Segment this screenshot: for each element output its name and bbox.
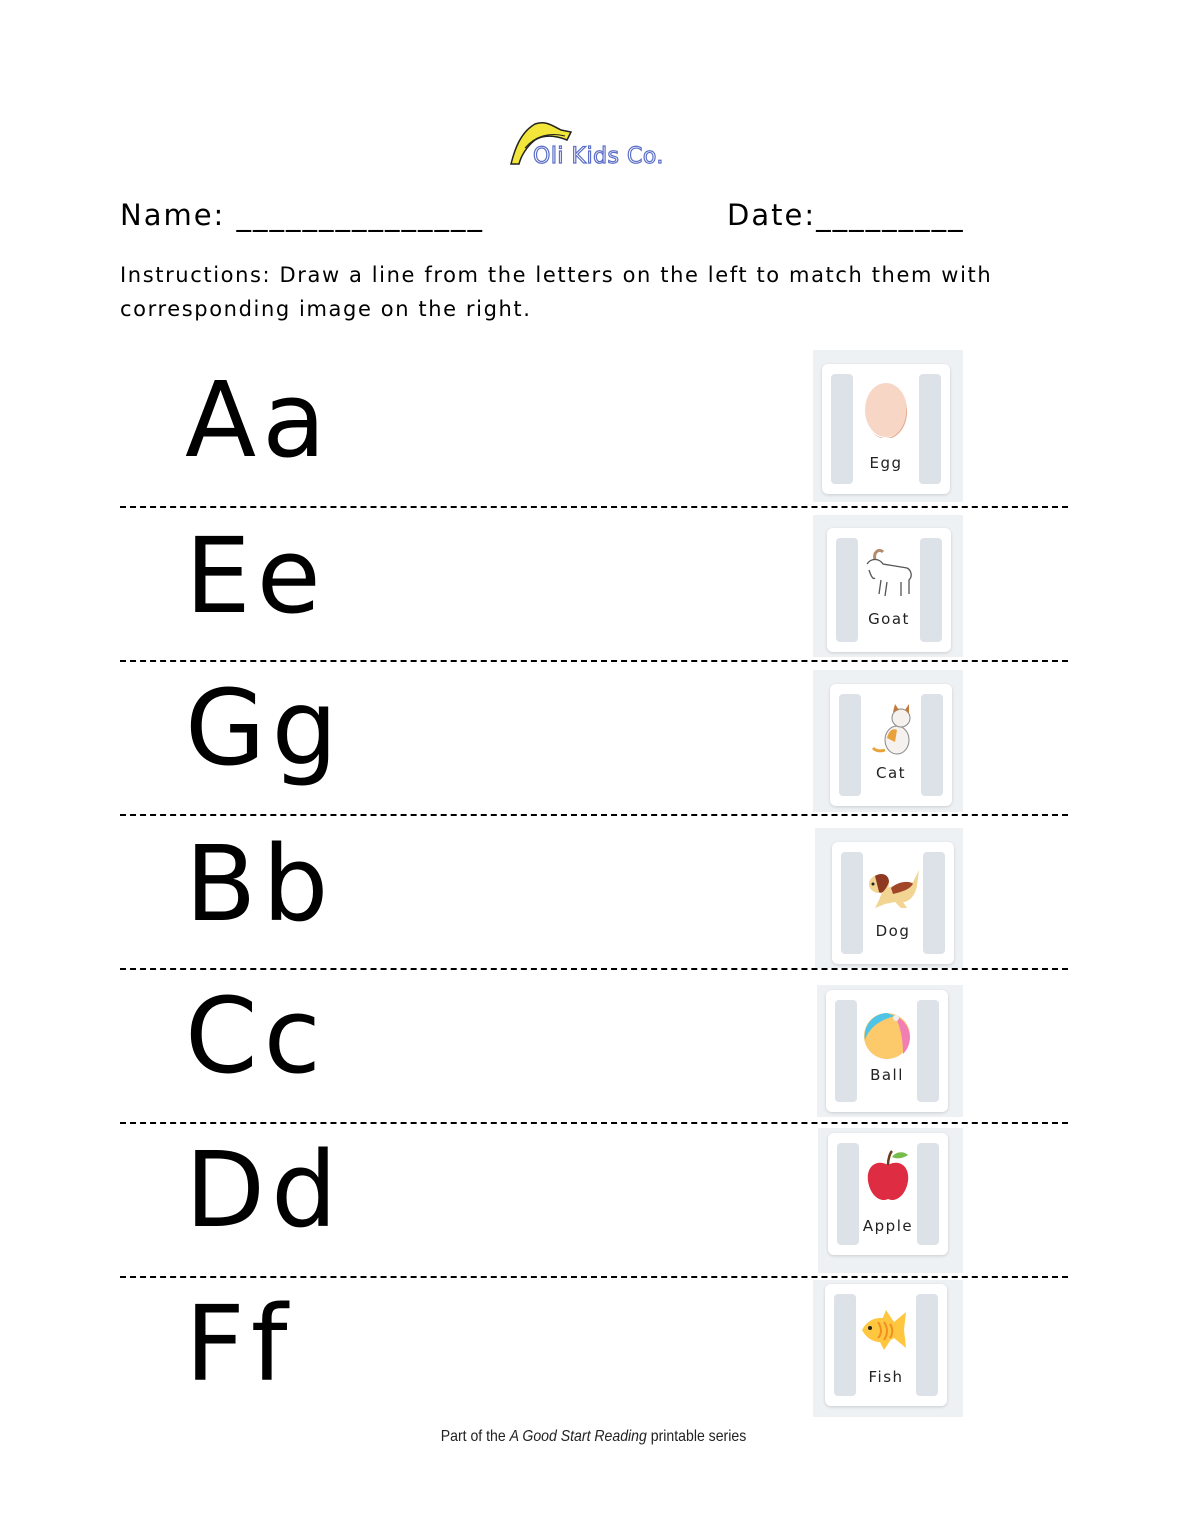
picture-card bbox=[830, 684, 952, 806]
goat-icon bbox=[861, 542, 917, 602]
fish-icon bbox=[858, 1298, 914, 1358]
picture-label: Apple bbox=[862, 1217, 914, 1235]
footer-prefix: Part of the bbox=[440, 1428, 510, 1445]
row-divider bbox=[120, 1122, 1068, 1124]
picture-label: Egg bbox=[869, 454, 903, 472]
brand-logo bbox=[505, 118, 685, 178]
letter-pair: Bb bbox=[185, 823, 335, 945]
ball-icon bbox=[859, 1004, 915, 1064]
picture-label: Dog bbox=[875, 922, 911, 940]
cat-icon bbox=[863, 698, 919, 758]
letter-pair: Aa bbox=[185, 359, 332, 481]
picture-label: Goat bbox=[868, 610, 910, 628]
letter-pair: Ff bbox=[185, 1283, 294, 1405]
footer-series-title: A Good Start Reading bbox=[509, 1428, 647, 1445]
row-divider bbox=[120, 814, 1068, 816]
row-divider bbox=[120, 1276, 1068, 1278]
picture-label: Cat bbox=[875, 764, 907, 782]
row-divider bbox=[120, 968, 1068, 970]
picture-label: Fish bbox=[868, 1368, 904, 1386]
date-field-label: Date:_________ bbox=[727, 198, 965, 232]
letter-pair: Dd bbox=[185, 1129, 344, 1251]
picture-card bbox=[832, 842, 954, 964]
picture-label: Ball bbox=[870, 1066, 904, 1084]
brand-name: Oli Kids Co. bbox=[533, 144, 664, 169]
row-divider bbox=[120, 660, 1068, 662]
row-divider bbox=[120, 506, 1068, 508]
apple-icon bbox=[860, 1147, 916, 1207]
picture-card bbox=[825, 1284, 947, 1406]
picture-card bbox=[826, 990, 948, 1112]
instructions-text: Instructions: Draw a line from the letters on the left to match them with corresponding image on the right. bbox=[120, 263, 993, 321]
letter-pair: Cc bbox=[185, 975, 327, 1097]
picture-card bbox=[827, 528, 951, 652]
letter-pair: Ee bbox=[185, 515, 327, 637]
picture-card bbox=[822, 364, 950, 494]
footer-credit bbox=[71, 1428, 1116, 1446]
name-field-label: Name: _______________ bbox=[120, 198, 485, 232]
dog-icon bbox=[865, 856, 921, 916]
picture-card bbox=[828, 1133, 948, 1255]
egg-icon bbox=[858, 378, 914, 438]
letter-pair: Gg bbox=[185, 667, 344, 789]
footer-suffix: printable series bbox=[646, 1428, 747, 1445]
